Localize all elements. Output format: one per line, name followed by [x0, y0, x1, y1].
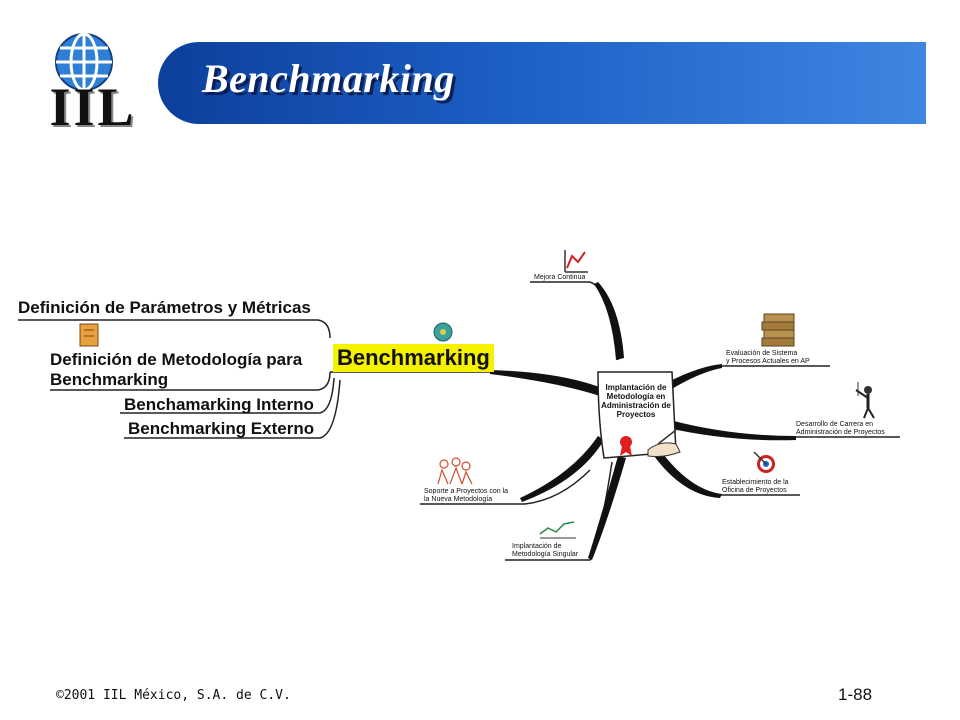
- chart-up-icon: [565, 250, 588, 272]
- node-soporte-2: la Nueva Metodología: [424, 496, 493, 503]
- scroll-icon: [80, 324, 98, 346]
- node-desarrollo-1: Desarrollo de Carrera en: [796, 421, 874, 428]
- node-establecimiento-1: Establecimiento de la: [722, 479, 789, 486]
- seal-icon: [620, 436, 632, 456]
- page-number: 1-88: [838, 685, 873, 704]
- branch-interno: Benchamarking Interno: [124, 395, 314, 414]
- document-stack-icon: [762, 314, 794, 346]
- logo-text: IIL: [49, 77, 137, 137]
- node-implantacion-1: Implantación de: [512, 543, 562, 550]
- team-icon: [438, 458, 472, 484]
- branch-externo: Benchmarking Externo: [128, 419, 315, 438]
- node-mejora-continua: Mejora Continua: [534, 274, 586, 281]
- page-title: Benchmarking: [202, 56, 455, 101]
- node-implantacion-2: Metodología Singular: [512, 551, 579, 558]
- footer-copyright: ©2001 IIL México, S.A. de C.V.: [56, 688, 291, 703]
- target-icon: [754, 452, 775, 473]
- node-desarrollo-2: Administración de Proyectos: [796, 429, 885, 436]
- branch-metodologia-cont: Benchmarking: [50, 370, 169, 389]
- branch-parametros: Definición de Parámetros y Métricas: [18, 298, 311, 317]
- node-evaluacion-2: y Procesos Actuales en AP: [726, 358, 810, 365]
- hand-pen-icon: [648, 430, 680, 457]
- branch-metodologia: Definición de Metodología para: [50, 350, 303, 369]
- node-establecimiento-2: Oficina de Proyectos: [722, 487, 787, 494]
- central-topic: Implantación de Metodología en Administración de Proyectos: [601, 383, 671, 419]
- globe-gear-icon: [434, 323, 452, 341]
- person-flag-icon: [856, 382, 874, 418]
- node-evaluacion-1: Evaluación de Sistema: [726, 350, 798, 357]
- main-topic-benchmarking: Benchmarking: [333, 344, 494, 372]
- node-soporte-1: Soporte a Proyectos con la: [424, 488, 509, 495]
- line-chart-icon: [540, 522, 576, 538]
